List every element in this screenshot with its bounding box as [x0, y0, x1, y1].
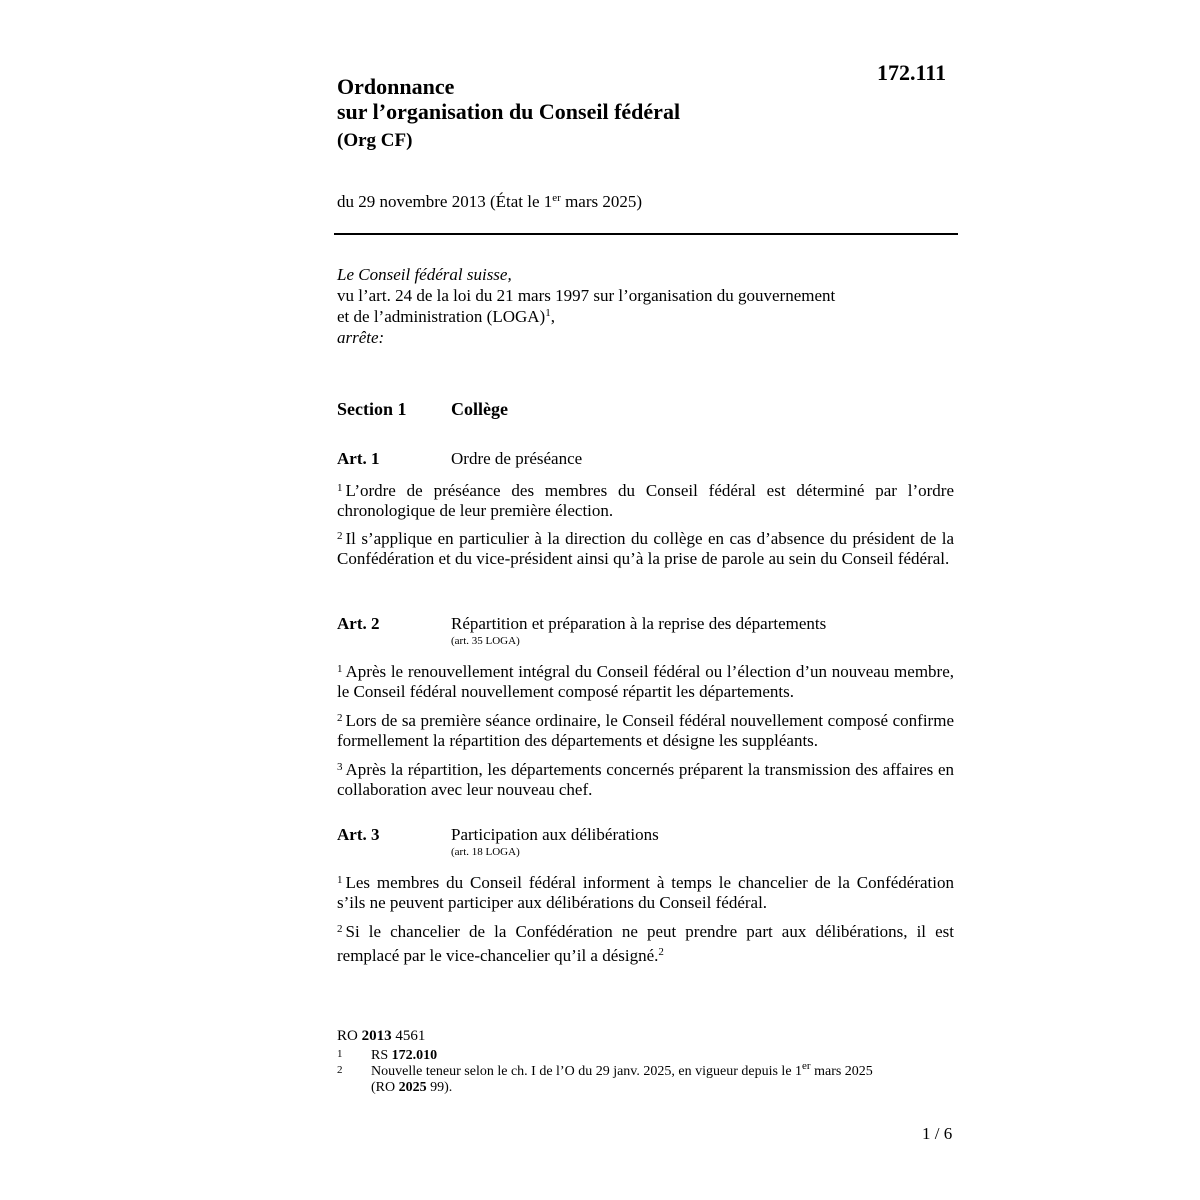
footnote-line2-suffix: 99).: [426, 1080, 453, 1095]
document-date: [337, 192, 642, 212]
ro-reference: [337, 1028, 425, 1045]
paragraph-number: 3: [337, 761, 343, 773]
section-title: Collège: [451, 399, 508, 419]
date-sup: er: [552, 192, 561, 204]
paragraph-number: 1: [337, 482, 343, 494]
preamble: [337, 264, 957, 348]
paragraph-text: Les membres du Conseil fédéral informent à temps le chancelier de la Confédération s’ils ne peuvent participer aux délibérations du Conseil fédéral.: [337, 873, 954, 912]
paragraph-number: 1: [337, 663, 343, 675]
article-title: Participation aux délibérations: [451, 825, 659, 844]
footnote-text: [371, 1060, 957, 1096]
preamble-legal-basis-1: vu l’art. 24 de la loi du 21 mars 1997 sur l’organisation du gouvernement: [337, 286, 836, 305]
article-reference: (art. 18 LOGA): [451, 846, 520, 858]
article-number: Art. 2: [337, 614, 380, 633]
footnote-line1-suffix: mars 2025: [810, 1064, 873, 1079]
footnote-1: [337, 1048, 957, 1064]
paragraph-number: 2: [337, 923, 343, 935]
footnote-line2-bold: 2025: [398, 1080, 427, 1095]
section-label: Section 1: [337, 399, 407, 419]
header-divider: [334, 233, 958, 235]
article-title: Ordre de préséance: [451, 449, 583, 468]
date-suffix: mars 2025): [560, 192, 643, 211]
article-number: Art. 3: [337, 825, 380, 844]
footnote-2: [337, 1060, 957, 1096]
footnote-bold: 172.010: [391, 1048, 438, 1063]
document-title: [337, 74, 680, 153]
preamble-legal-basis-2: [337, 306, 957, 327]
article-3-para-2: [337, 919, 954, 966]
page-number: 1 / 6: [922, 1124, 953, 1143]
footnote-line2-prefix: (RO: [371, 1080, 399, 1095]
article-3-heading: [337, 825, 957, 858]
footnote-line1-prefix: Nouvelle teneur selon le ch. I de l’O du 29 janv. 2025, en vigueur depuis le 1: [371, 1064, 803, 1079]
article-2-para-2: [337, 708, 954, 751]
paragraph-text: Lors de sa première séance ordinaire, le Conseil fédéral nouvellement composé confirme formellement la répartition des départements et désigne les suppléants.: [337, 711, 954, 750]
sr-number: 172.111: [877, 60, 947, 85]
article-1-para-1: [337, 478, 954, 521]
footnote-text: [371, 1048, 957, 1064]
paragraph-text: L’ordre de préséance des membres du Conseil fédéral est déterminé par l’ordre chronologique de leur première élection.: [337, 481, 954, 520]
paragraph-text: Après la répartition, les départements concernés préparent la transmission des affaires en collaboration avec leur nouveau chef.: [337, 760, 954, 799]
paragraph-number: 1: [337, 874, 343, 886]
preamble-authority: Le Conseil fédéral suisse,: [337, 265, 512, 284]
article-3-para-1: [337, 870, 954, 913]
paragraph-number: 2: [337, 712, 343, 724]
footnote-number: 2: [337, 1064, 343, 1076]
article-1-heading: [337, 449, 957, 469]
section-heading: [337, 399, 508, 420]
article-reference: (art. 35 LOGA): [451, 635, 520, 647]
title-abbreviation: (Org CF): [337, 130, 413, 151]
paragraph-text: Il s’applique en particulier à la direction du collège en cas d’absence du président de la Confédération et du vice-président ainsi qu’à la prise de parole au sein du Conseil fédéral.: [337, 529, 954, 568]
footnote-sup: er: [802, 1060, 811, 1072]
preamble-comma: ,: [550, 307, 555, 326]
article-title: Répartition et préparation à la reprise des départements: [451, 614, 827, 633]
title-line-1: Ordonnance: [337, 74, 455, 99]
footnote-ref-1[interactable]: 1: [545, 307, 551, 319]
title-line-2: sur l’organisation du Conseil fédéral: [337, 99, 681, 124]
footnote-ref-2[interactable]: 2: [658, 946, 664, 958]
paragraph-text: Après le renouvellement intégral du Conseil fédéral ou l’élection d’un nouveau membre, le Conseil fédéral nouvellement composé répartit les départements.: [337, 662, 954, 701]
article-number: Art. 1: [337, 449, 380, 468]
article-1-para-2: [337, 526, 954, 569]
article-2-para-1: [337, 659, 954, 702]
article-2-heading: [337, 614, 957, 647]
paragraph-number: 2: [337, 530, 343, 542]
date-prefix: du 29 novembre 2013 (État le 1: [337, 192, 553, 211]
preamble-decree: arrête:: [337, 328, 385, 347]
paragraph-text: Si le chancelier de la Confédération ne peut prendre part aux délibérations, il est remplacé par le vice-chancelier qu’il a désigné.: [337, 922, 954, 965]
footnote-prefix: RS: [371, 1048, 392, 1063]
ro-prefix: RO: [337, 1028, 362, 1044]
footnote-number: 1: [337, 1048, 343, 1060]
ro-page: 4561: [391, 1028, 426, 1044]
article-2-para-3: [337, 757, 954, 800]
preamble-legal-basis-2-text: et de l’administration (LOGA): [337, 307, 546, 326]
ro-year: 2013: [361, 1028, 392, 1044]
